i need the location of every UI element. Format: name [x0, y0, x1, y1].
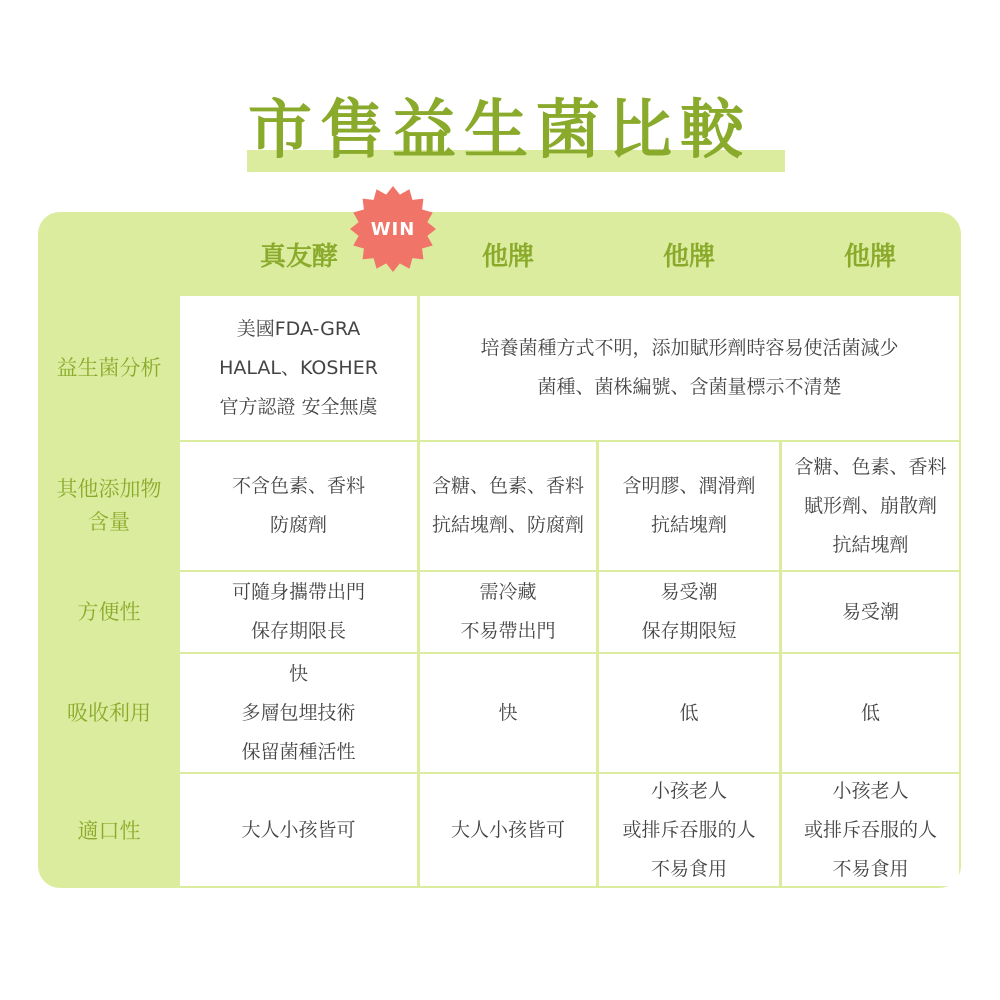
- cell-brand1-convenience: [420, 572, 596, 652]
- cell-text: 小孩老人: [650, 779, 727, 802]
- cell-brand2-convenience: [599, 572, 779, 652]
- cell-text: 保留菌種活性: [241, 740, 356, 763]
- cell-text: HALAL、KOSHER: [219, 356, 378, 379]
- cell-text: 不易食用: [650, 857, 727, 880]
- header-brand-1: 他牌: [481, 241, 534, 272]
- cell-text: 小孩老人: [832, 779, 909, 802]
- cell-brand2-additives: [599, 442, 779, 570]
- header-divider: [596, 212, 599, 294]
- cell-text: 賦形劑、崩散劑: [803, 494, 937, 517]
- cell-text: 易受潮: [660, 581, 718, 603]
- cell-brand1-additives: [420, 442, 596, 570]
- row-label-additives: [38, 442, 180, 570]
- cell-others-analysis: [420, 296, 959, 440]
- cell-text: 抗結塊劑、防腐劑: [431, 514, 584, 536]
- cell-brand3-palatability: [782, 774, 959, 886]
- cell-text: 或排斥吞服的人: [622, 818, 756, 841]
- cell-text: 快: [288, 662, 308, 685]
- cell-text: 需冷藏: [479, 581, 537, 603]
- cell-text: 防腐劑: [269, 514, 327, 536]
- row-label-absorption: 吸收利用: [67, 700, 151, 725]
- cell-text: 含明膠、潤滑劑: [622, 475, 756, 497]
- cell-brand1-palatability: [420, 774, 596, 886]
- cell-text: 美國FDA-GRA: [236, 317, 361, 340]
- cell-brand3-absorption: [782, 654, 959, 772]
- cell-text: 大人小孩皆可: [450, 818, 565, 841]
- cell-brand3-convenience: [782, 572, 959, 652]
- cell-text: 抗結塊劑: [650, 514, 727, 536]
- cell-brand2-absorption: [599, 654, 779, 772]
- cell-text: 含糖、色素、香料: [431, 475, 584, 497]
- row-label-line: 含量: [88, 510, 130, 534]
- cell-brand2-palatability: [599, 774, 779, 886]
- cell-text: 保存期限短: [641, 620, 737, 642]
- cell-text: 低: [679, 701, 699, 724]
- header-brand-3: 他牌: [843, 241, 896, 272]
- row-label-palatability: 適口性: [77, 818, 141, 843]
- cell-text: 低: [860, 701, 880, 724]
- cell-ours-additives: [180, 442, 417, 570]
- cell-ours-convenience: [180, 572, 417, 652]
- cell-text: 不易食用: [832, 857, 909, 880]
- cell-ours-analysis: [180, 296, 417, 440]
- cell-text: 不含色素、香料: [231, 475, 365, 497]
- cell-text: 官方認證 安全無虞: [219, 395, 378, 418]
- cell-text: 或排斥吞服的人: [803, 818, 937, 841]
- cell-text: 多層包埋技術: [241, 701, 356, 724]
- row-label-line: 其他添加物: [56, 477, 162, 501]
- row-label-probiotic-analysis: 益生菌分析: [56, 355, 162, 380]
- cell-text: 快: [498, 701, 518, 724]
- header-brand-2: 他牌: [662, 241, 715, 272]
- cell-ours-absorption: [180, 654, 417, 772]
- page-title: 市售益生菌比較: [248, 94, 752, 168]
- cell-text: 菌種、菌株編號、含菌量標示不清楚: [537, 376, 842, 398]
- cell-text: 含糖、色素、香料: [794, 455, 947, 478]
- cell-brand1-absorption: [420, 654, 596, 772]
- title-area: [0, 88, 1000, 178]
- cell-text: 保存期限長: [250, 620, 346, 642]
- row-label-convenience: 方便性: [77, 599, 141, 624]
- cell-text: 大人小孩皆可: [241, 818, 356, 841]
- cell-text: 易受潮: [841, 600, 899, 623]
- cell-ours-palatability: [180, 774, 417, 886]
- cell-text: 培養菌種方式不明，添加賦形劑時容易使活菌減少: [480, 337, 899, 359]
- cell-text: 可隨身攜帶出門: [231, 581, 365, 603]
- header-divider: [779, 212, 782, 294]
- cell-text: 不易帶出門: [460, 620, 556, 642]
- header-ours: 真友酵: [259, 241, 338, 272]
- win-badge-label: WIN: [370, 218, 416, 240]
- cell-brand3-additives: [782, 442, 959, 570]
- cell-text: 抗結塊劑: [832, 533, 909, 556]
